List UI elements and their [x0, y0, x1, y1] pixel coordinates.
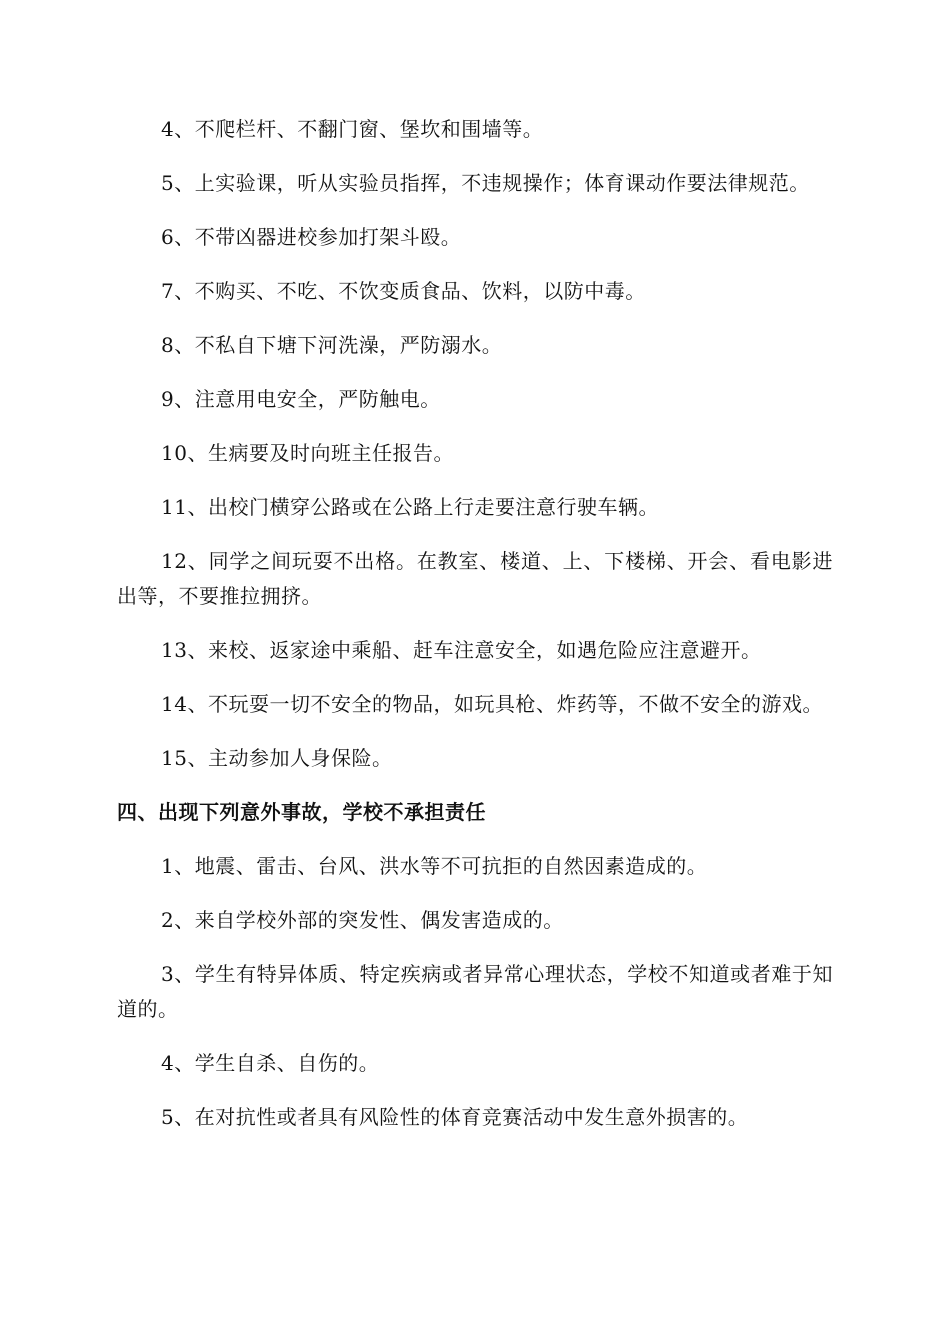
- list-item: 9、注意用电安全，严防触电。: [161, 387, 441, 411]
- list-item: 3、学生有特异体质、特定疾病或者异常心理状态，学校不知道或者难于知道的。: [117, 962, 833, 1021]
- list-item: 14、不玩耍一切不安全的物品，如玩具枪、炸药等，不做不安全的游戏。: [161, 692, 823, 716]
- list-item: 6、不带凶器进校参加打架斗殴。: [161, 225, 462, 249]
- list-item: 4、学生自杀、自伤的。: [161, 1051, 380, 1075]
- list-item: 7、不购买、不吃、不饮变质食品、饮料，以防中毒。: [161, 279, 646, 303]
- list-item: 15、主动参加人身保险。: [161, 746, 393, 770]
- section-heading: 四、出现下列意外事故，学校不承担责任: [117, 800, 486, 824]
- list-item: 2、来自学校外部的突发性、偶发害造成的。: [161, 908, 564, 932]
- list-item: 12、同学之间玩耍不出格。在教室、楼道、上、下楼梯、开会、看电影进出等，不要推拉拥挤。: [117, 549, 833, 608]
- list-item: 5、上实验课，听从实验员指挥，不违规操作；体育课动作要法律规范。: [161, 171, 810, 195]
- document-body: [117, 112, 833, 1154]
- list-item: 5、在对抗性或者具有风险性的体育竞赛活动中发生意外损害的。: [161, 1105, 749, 1129]
- list-item: 10、生病要及时向班主任报告。: [161, 441, 454, 465]
- list-item: 8、不私自下塘下河洗澡，严防溺水。: [161, 333, 503, 357]
- list-item: 13、来校、返家途中乘船、赶车注意安全，如遇危险应注意避开。: [161, 638, 762, 662]
- list-item: 4、不爬栏杆、不翻门窗、堡坎和围墙等。: [161, 117, 544, 141]
- list-item: 11、出校门横穿公路或在公路上行走要注意行驶车辆。: [161, 495, 659, 519]
- list-item: 1、地震、雷击、台风、洪水等不可抗拒的自然因素造成的。: [161, 854, 708, 878]
